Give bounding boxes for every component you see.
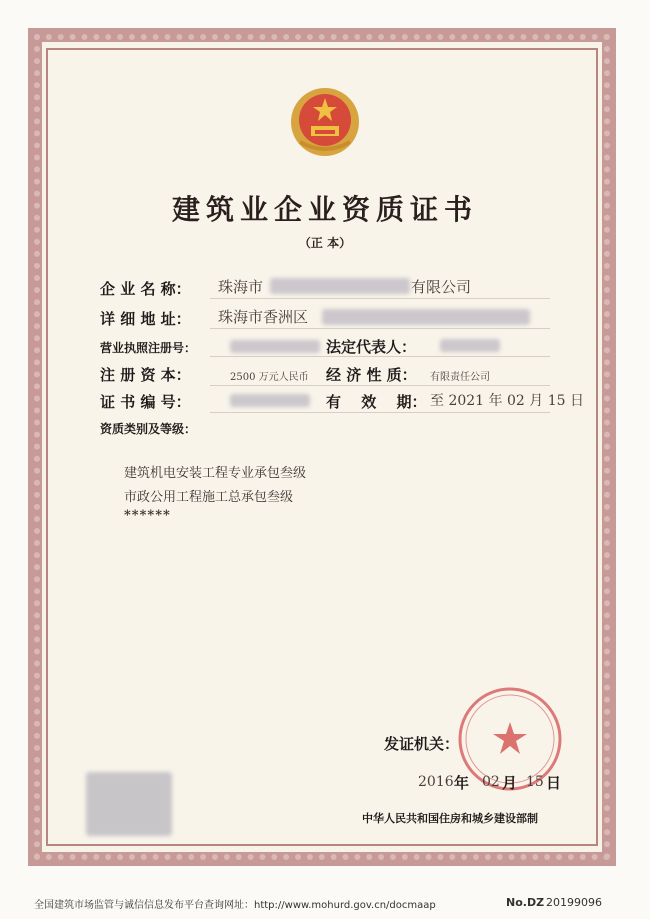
- economic-nature-label: 经 济 性 质：: [326, 366, 417, 384]
- address-value: 珠海市香洲区: [218, 308, 309, 326]
- underline: [210, 412, 550, 413]
- certificate-title: 建筑业企业资质证书: [171, 193, 478, 226]
- redacted-cert-no: [230, 394, 310, 407]
- capital-label: 注 册 资 本：: [100, 366, 191, 384]
- issue-month-char: 月: [502, 774, 518, 792]
- query-url-text: 全国建筑市场监管与诚信信息发布平台查询网址：http://www.mohurd.gov.cn/docmaap: [34, 900, 436, 911]
- redacted-license-no: [230, 340, 320, 353]
- redacted-legal-rep: [440, 339, 500, 352]
- capital-value: 2500 万元人民币: [230, 372, 309, 383]
- underline: [210, 356, 550, 357]
- qualification-label: 资质类别及等级：: [100, 422, 197, 436]
- company-name-prefix: 珠海市: [218, 278, 264, 296]
- company-name-label: 企 业 名 称：: [100, 280, 191, 298]
- underline: [210, 385, 550, 386]
- issue-year-char: 年: [454, 774, 470, 792]
- legal-rep-label: 法定代表人：: [326, 338, 417, 356]
- company-name-suffix: 有限公司: [411, 278, 472, 296]
- issue-month: 02: [482, 774, 500, 790]
- cert-no-label: 证 书 编 号：: [100, 393, 191, 411]
- valid-label: 有 效 期：: [326, 393, 427, 411]
- redacted-company-name: [270, 278, 410, 294]
- economic-nature-value: 有限责任公司: [430, 372, 490, 383]
- qualification-item: 市政公用工程施工总承包叁级: [124, 490, 294, 505]
- valid-value: 至 2021 年 02 月 15 日: [430, 393, 584, 409]
- maker-text: 中华人民共和国住房和城乡建设部制: [362, 812, 538, 825]
- issue-day: 15: [526, 774, 544, 790]
- license-no-label: 营业执照注册号：: [100, 341, 197, 355]
- issue-day-char: 日: [546, 774, 562, 792]
- national-emblem-icon: [286, 84, 364, 162]
- serial-number: 20199096: [546, 896, 602, 909]
- issue-year: 2016: [418, 774, 454, 790]
- qualification-item: 建筑机电安装工程专业承包叁级: [124, 466, 307, 481]
- underline: [210, 298, 550, 299]
- address-label: 详 细 地 址：: [100, 310, 191, 328]
- underline: [210, 328, 550, 329]
- certificate-subtitle: （正 本）: [298, 236, 352, 250]
- redacted-qr-code: [86, 772, 172, 836]
- qualification-item: ******: [124, 508, 171, 523]
- serial-label: No.DZ: [506, 896, 545, 909]
- redacted-address: [322, 309, 530, 325]
- issuer-label: 发证机关：: [384, 735, 460, 753]
